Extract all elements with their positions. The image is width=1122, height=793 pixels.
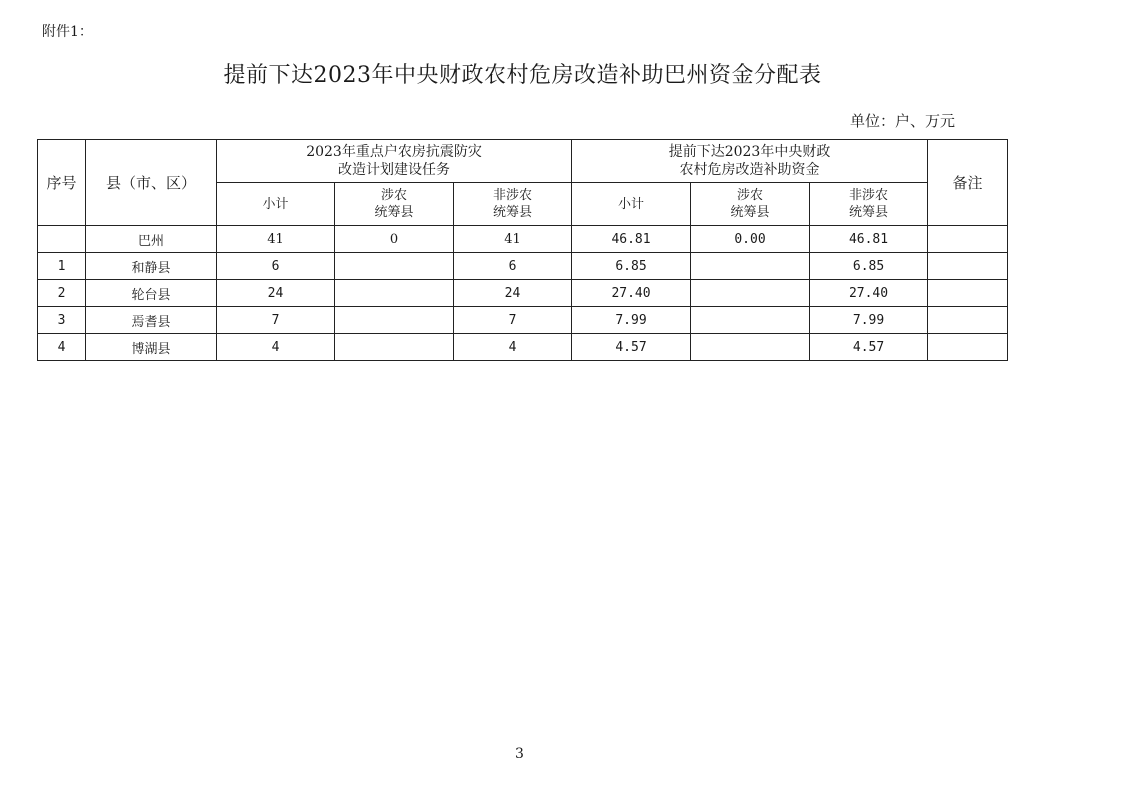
table-row [38, 280, 1008, 307]
cell-fund-agri: 0.00 [691, 226, 810, 253]
cell-fund-agri [691, 334, 810, 361]
cell-task-nonagri: 41 [454, 226, 572, 253]
cell-county: 巴州 [86, 226, 217, 253]
table-row [38, 253, 1008, 280]
attachment-label: 附件1： [42, 24, 93, 40]
cell-fund-nonagri: 6.85 [810, 253, 928, 280]
cell-task-nonagri: 24 [454, 280, 572, 307]
table-row [38, 307, 1008, 334]
cell-seq: 4 [38, 334, 86, 361]
header-task-agri-text: 涉农 统筹县 [374, 188, 414, 220]
cell-remark [928, 253, 1008, 280]
cell-task-nonagri: 6 [454, 253, 572, 280]
cell-task-agri [335, 307, 454, 334]
cell-fund-agri [691, 280, 810, 307]
cell-remark [928, 280, 1008, 307]
header-task-nonagri [454, 183, 572, 226]
cell-task-subtotal: 24 [217, 280, 335, 307]
cell-seq: 1 [38, 253, 86, 280]
header-task-group-text: 2023年重点户农房抗震防灾 改造计划建设任务 [306, 144, 482, 178]
cell-county: 和静县 [86, 253, 217, 280]
cell-task-agri [335, 280, 454, 307]
cell-fund-agri [691, 253, 810, 280]
cell-fund-subtotal: 46.81 [572, 226, 691, 253]
cell-fund-nonagri: 7.99 [810, 307, 928, 334]
cell-seq: 2 [38, 280, 86, 307]
header-task-nonagri-text: 非涉农 统筹县 [493, 188, 533, 220]
header-fund-group-text: 提前下达2023年中央财政 农村危房改造补助资金 [668, 144, 831, 178]
cell-remark [928, 307, 1008, 334]
cell-fund-subtotal: 6.85 [572, 253, 691, 280]
cell-task-subtotal: 41 [217, 226, 335, 253]
cell-task-subtotal: 4 [217, 334, 335, 361]
header-fund-nonagri-text: 非涉农 统筹县 [849, 188, 889, 220]
cell-fund-nonagri: 4.57 [810, 334, 928, 361]
unit-label: 单位：户、万元 [850, 112, 956, 130]
header-task-subtotal: 小计 [217, 183, 335, 226]
cell-fund-nonagri: 27.40 [810, 280, 928, 307]
cell-seq [38, 226, 86, 253]
cell-task-nonagri: 7 [454, 307, 572, 334]
cell-fund-subtotal: 7.99 [572, 307, 691, 334]
cell-remark [928, 334, 1008, 361]
cell-seq: 3 [38, 307, 86, 334]
header-remarks: 备注 [928, 140, 1008, 226]
header-fund-agri-text: 涉农 统筹县 [730, 188, 770, 220]
header-county: 县（市、区） [86, 140, 217, 226]
header-task-agri [335, 183, 454, 226]
header-task-group [217, 140, 572, 183]
header-fund-group [572, 140, 928, 183]
cell-fund-subtotal: 4.57 [572, 334, 691, 361]
cell-fund-subtotal: 27.40 [572, 280, 691, 307]
header-seq: 序号 [38, 140, 86, 226]
cell-remark [928, 226, 1008, 253]
cell-county: 轮台县 [86, 280, 217, 307]
document-title: 提前下达2023年中央财政农村危房改造补助巴州资金分配表 [223, 63, 822, 88]
table-row [38, 226, 1008, 253]
cell-fund-nonagri: 46.81 [810, 226, 928, 253]
cell-task-subtotal: 6 [217, 253, 335, 280]
cell-task-agri [335, 334, 454, 361]
cell-county: 博湖县 [86, 334, 217, 361]
header-fund-nonagri [810, 183, 928, 226]
cell-county: 焉耆县 [86, 307, 217, 334]
cell-task-nonagri: 4 [454, 334, 572, 361]
cell-task-agri: 0 [335, 226, 454, 253]
allocation-table [37, 139, 1008, 361]
table-row [38, 334, 1008, 361]
cell-fund-agri [691, 307, 810, 334]
cell-task-subtotal: 7 [217, 307, 335, 334]
cell-task-agri [335, 253, 454, 280]
header-fund-subtotal: 小计 [572, 183, 691, 226]
page-number: 3 [515, 746, 524, 762]
header-fund-agri [691, 183, 810, 226]
